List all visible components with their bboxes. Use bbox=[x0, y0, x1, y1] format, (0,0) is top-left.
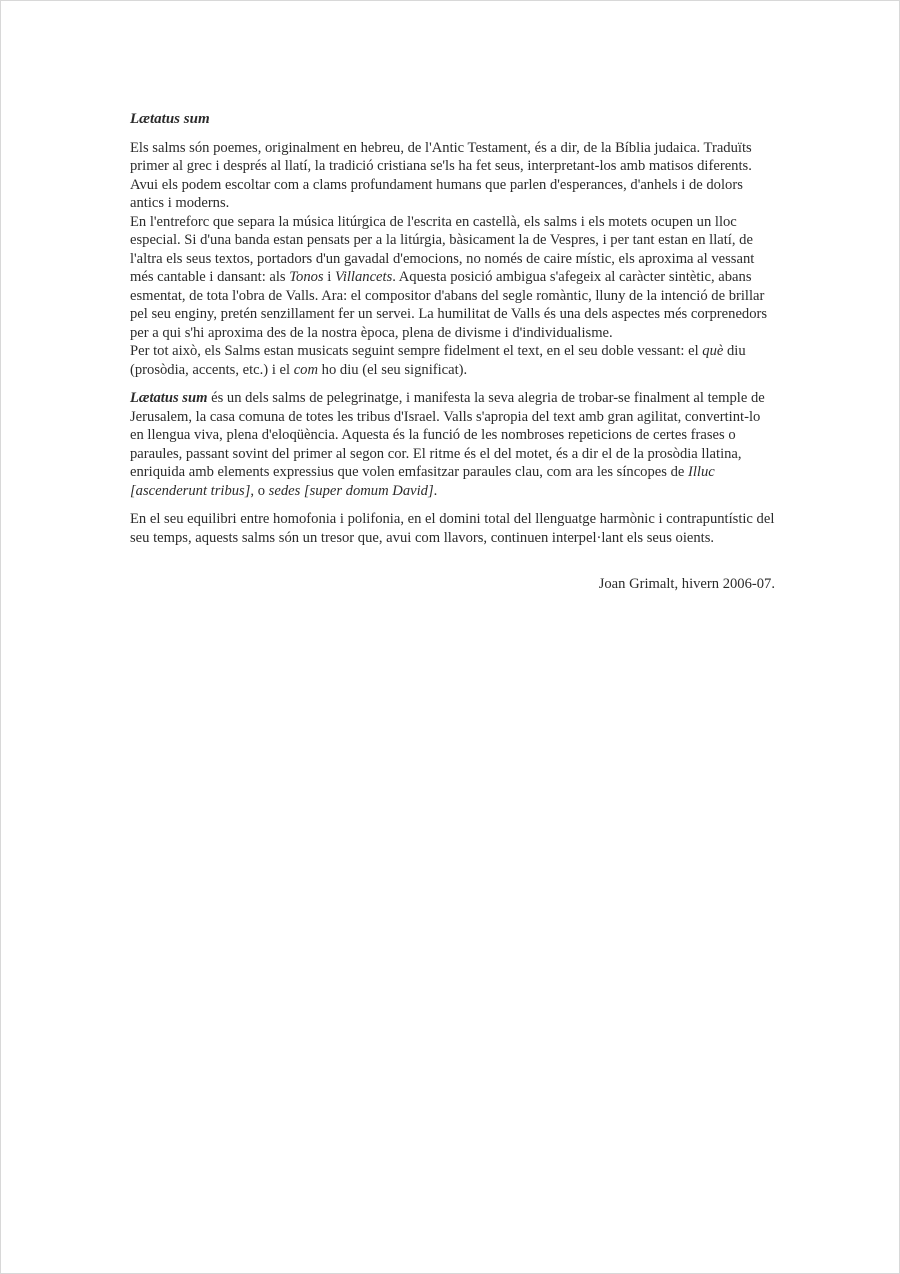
term-com: com bbox=[293, 361, 319, 378]
work-title-inline: Lætatus sum bbox=[130, 390, 208, 406]
paragraph-psalms-origin: Els salms són poemes, originalment en hebreu, de l'Antic Testament, és a dir, de la Bíblia judaica. Traduïts primer al grec i després al llatí, la tradició cristiana se'ls ha fet seus, interpretant-los amb matisos diferents. Avui els podem escoltar com a clams profundament humans que parlen d'esperances, d'anhels i de dolors antics i moderns. bbox=[130, 139, 752, 211]
paragraph-conclusion: En el seu equilibri entre homofonia i polifonia, en el domini total del llenguatge harmònic i contrapuntístic del seu temps, aquests salms són un tresor que, avui com llavors, continuen interpel·lant els seus oients. bbox=[130, 511, 775, 546]
term-villancets: Villancets bbox=[334, 269, 393, 285]
term-que: què bbox=[702, 343, 724, 359]
text-span: diu (prosòdia, accents, etc.) i el bbox=[130, 343, 746, 378]
paragraph-laetatus-analysis bbox=[130, 389, 775, 500]
term-tonos: Tonos bbox=[289, 269, 324, 285]
document-body bbox=[130, 110, 775, 594]
text-span: . Aquesta posició ambigua s'afegeix al caràcter sintètic, abans esmentat, de tota l'obra de Valls. Ara: el compositor d'abans del segle romàntic, lluny de la intenció de brillar pel seu enginy, pretén senzillament fer un servei. La humilitat de Valls és una dels aspectes més corprenedors per a qui s'hi aproxima des de la nostra època, plena de divisme i d'individualisme. bbox=[130, 269, 768, 341]
paragraph-text-setting bbox=[130, 342, 775, 379]
intro-section bbox=[130, 139, 775, 380]
text-span: . bbox=[433, 482, 438, 499]
text-span: Per tot això, els Salms estan musicats seguint sempre fidelment el text, en el seu doble vessant: el bbox=[130, 343, 703, 359]
signature: Joan Grimalt, hivern 2006-07. bbox=[598, 576, 775, 592]
text-span: ho diu (el seu significat). bbox=[318, 361, 468, 378]
text-span: i bbox=[323, 269, 335, 285]
text-span: En l'entreforc que separa la música litúrgica de l'escrita en castellà, els salms i els motets ocupen un lloc especial. Si d'una banda estan pensats per a la litúrgia, bàsicament la de Vespres, i per tant estan en llatí, de l'altra els seus textos, portadors d'un gavadal d'emocions, no només de caire místic, els aproxima al vessant més cantable i dansant: als bbox=[130, 213, 755, 285]
quote-illuc: Illuc [ascenderunt tribus] bbox=[130, 464, 715, 499]
document-title: Lætatus sum bbox=[130, 111, 210, 127]
quote-sedes: sedes [super domum David] bbox=[268, 482, 434, 499]
text-span: és un dels salms de pelegrinatge, i manifesta la seva alegria de trobar-se finalment al temple de Jerusalem, la casa comuna de totes les tribus d'Israel. Valls s'apropia del text amb gran agilitat, convertint-lo en llengua viva, plena d'eloqüència. Aquesta és la funció de les nombroses repeticions de certes frases o paraules, passant sovint del primer al segon cor. El ritme és el del motet, és a dir el de la prosòdia llatina, enriquida amb elements expressius que volen emfasitzar paraules clau, com ara les síncopes de bbox=[130, 390, 765, 480]
paragraph-liturgical-context bbox=[130, 213, 775, 343]
text-span: , o bbox=[250, 482, 269, 499]
